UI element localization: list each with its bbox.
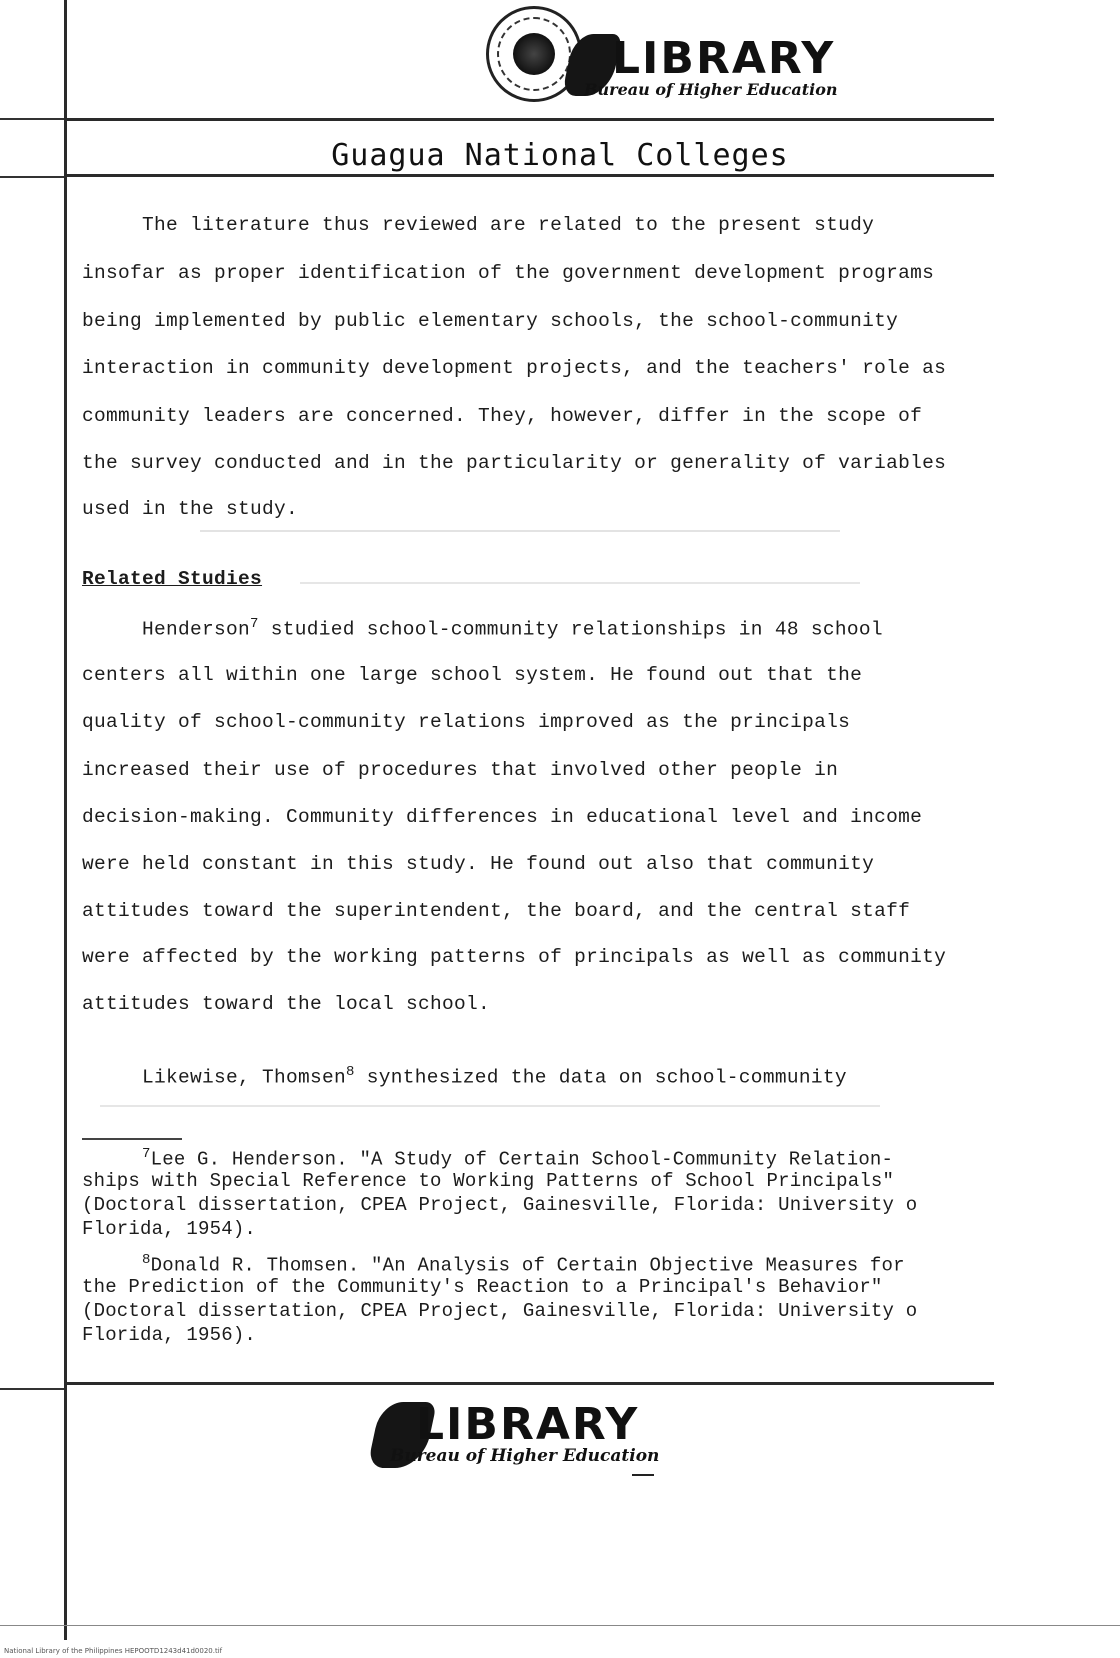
body-line: being implemented by public elementary schools, the school-community <box>82 310 899 332</box>
scan-noise <box>200 530 840 532</box>
scan-caption: National Library of the Philippines HEPOOTD1243d41d0020.tif <box>4 1647 223 1655</box>
footnote-rule <box>82 1138 182 1140</box>
footnote-line: ships with Special Reference to Working Patterns of School Principals" <box>82 1170 895 1192</box>
body-line: community leaders are concerned. They, however, differ in the scope of <box>82 405 923 427</box>
title-rule <box>64 174 994 177</box>
body-line: the survey conducted and in the particularity or generality of variables <box>82 452 947 474</box>
body-line: Likewise, Thomsen$^8$ synthesized the data on school-community <box>142 1064 847 1089</box>
footnote-mark: 8 <box>142 1252 151 1268</box>
body-line: interaction in community development projects, and the teachers' role as <box>82 357 947 379</box>
body-line: attitudes toward the superintendent, the board, and the central staff <box>82 900 911 922</box>
library-stamp-bottom <box>390 1399 660 1466</box>
body-line: Henderson$^7$ studied school-community relationships in 48 school <box>142 616 883 641</box>
body-line: decision-making. Community differences in educational level and income <box>82 806 923 828</box>
library-stamp-word: LIBRARY <box>416 1399 640 1450</box>
body-line: were affected by the working patterns of principals as well as community <box>82 946 947 968</box>
stray-mark <box>632 1474 654 1476</box>
body-line: used in the study. <box>82 498 299 520</box>
citation-name: Henderson <box>142 618 251 641</box>
footnote-ref: 7 <box>250 616 259 632</box>
body-line: quality of school-community relations improved as the principals <box>82 711 851 733</box>
footnote-line: Florida, 1956). <box>82 1324 257 1346</box>
body-line: The literature thus reviewed are related to the present study <box>142 214 875 236</box>
footnote-line: $^8$Donald R. Thomsen. "An Analysis of Certain Objective Measures for <box>142 1252 905 1277</box>
library-stamp-top <box>584 33 838 99</box>
margin-tick <box>0 1388 64 1390</box>
margin-tick <box>0 118 64 120</box>
body-line: increased their use of procedures that involved other people in <box>82 759 839 781</box>
footnote-line: (Doctoral dissertation, CPEA Project, Gainesville, Florida: University o <box>82 1300 918 1322</box>
library-stamp-subtitle: Bureau of Higher Education <box>390 1446 660 1466</box>
scan-noise <box>100 1105 880 1107</box>
body-line: centers all within one large school system. He found out that the <box>82 664 863 686</box>
body-line: attitudes toward the local school. <box>82 993 491 1015</box>
footnote-line: Florida, 1954). <box>82 1218 257 1240</box>
body-line: were held constant in this study. He found out also that community <box>82 853 875 875</box>
footnote-ref: 8 <box>346 1064 355 1080</box>
footnote-line: $^7$Lee G. Henderson. "A Study of Certain School-Community Relation- <box>142 1146 894 1171</box>
page-title: Guagua National Colleges <box>331 138 789 173</box>
footnote-line: (Doctoral dissertation, CPEA Project, Gainesville, Florida: University o <box>82 1194 918 1216</box>
footnote-line: the Prediction of the Community's Reaction to a Principal's Behavior" <box>82 1276 883 1298</box>
footnote-mark: 7 <box>142 1146 151 1162</box>
library-stamp-word: LIBRARY <box>612 33 836 84</box>
scan-noise <box>300 582 860 584</box>
library-stamp-subtitle: Bureau of Higher Education <box>584 80 838 99</box>
footer-rule <box>64 1382 994 1385</box>
margin-line <box>64 0 67 1640</box>
body-line: insofar as proper identification of the government development programs <box>82 262 935 284</box>
margin-tick <box>0 176 64 178</box>
section-heading: Related Studies <box>82 568 263 590</box>
header-rule <box>64 118 994 121</box>
scan-bottom-edge <box>0 1625 1120 1626</box>
